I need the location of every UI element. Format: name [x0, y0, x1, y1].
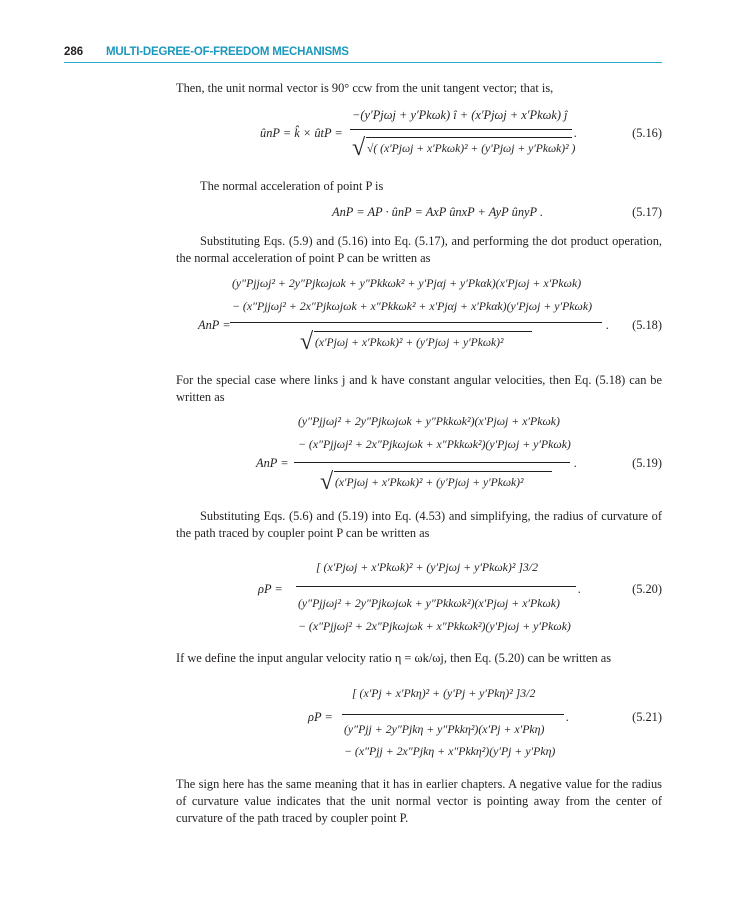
eq-body: AnP = AP · ûnP = AxP ûnxP + AyP ûnyP .	[332, 205, 544, 219]
eq-numerator: −(y′Pjωj + y′Pkωk) î + (x′Pjωj + x′Pkωk) ĵ	[352, 108, 568, 122]
paragraph-substituting-1: Substituting Eqs. (5.9) and (5.16) into Eq. (5.17), and performing the dot product operation, the normal acceleration of point P can be written as	[176, 234, 662, 265]
eq-denominator: (x′Pjωj + x′Pkωk)² + (y′Pjωj + y′Pkωk)²	[315, 336, 504, 349]
paragraph-velocity-ratio: If we define the input angular velocity ratio η = ωk/ωj, then Eq. (5.20) can be written as	[176, 651, 612, 665]
eq-denominator-line-1: (y″Pjj + 2y″Pjkη + y″Pkkη²)(x′Pj + x′Pkη)	[344, 722, 545, 736]
equation-number: (5.19)	[632, 456, 662, 470]
eq-trail: .	[574, 126, 578, 140]
running-title: MULTI-DEGREE-OF-FREEDOM MECHANISMS	[106, 46, 349, 58]
eq-numerator-line-1: (y″Pjjωj² + 2y″Pjkωjωk + y″Pkkωk²)(x′Pjωj + x′Pkωk)	[298, 414, 560, 428]
paragraph-substituting-2: Substituting Eqs. (5.6) and (5.19) into Eq. (4.53) and simplifying, the radius of curvature of the path traced by coupler point P can be written as	[176, 509, 662, 540]
sqrt-bar	[366, 137, 572, 138]
equation-5-16	[176, 104, 662, 170]
equation-5-20	[176, 546, 662, 646]
sqrt-symbol: √	[300, 329, 314, 355]
eq-trail: .	[578, 582, 582, 596]
sqrt-bar	[314, 331, 532, 332]
eq-lhs: ρP =	[258, 582, 283, 596]
eq-denominator-line-2: − (x″Pjj + 2x″Pjkη + x″Pkkη²)(y′Pj + y′Pkη)	[344, 744, 556, 758]
equation-5-17	[176, 203, 662, 223]
fraction-bar	[294, 462, 570, 463]
fraction-bar	[342, 714, 564, 715]
fraction-bar	[296, 586, 576, 587]
sqrt-bar	[334, 471, 552, 472]
eq-lhs: AnP =	[198, 318, 231, 332]
eq-trail: .	[606, 318, 610, 332]
eq-denominator-line-1: (y″Pjjωj² + 2y″Pjkωjωk + y″Pkkωk²)(x′Pjωj + x′Pkωk)	[298, 596, 560, 610]
eq-numerator: [ (x′Pjωj + x′Pkωk)² + (y′Pjωj + y′Pkωk)² ]3/2	[316, 560, 538, 574]
eq-denominator: (x′Pjωj + x′Pkωk)² + (y′Pjωj + y′Pkωk)²	[335, 476, 524, 489]
eq-numerator-line-2: − (x″Pjjωj² + 2x″Pjkωjωk + x″Pkkωk²)(y′Pjωj + y′Pkωk)	[298, 437, 571, 451]
equation-5-19	[176, 408, 662, 504]
sqrt-symbol: √	[320, 469, 334, 495]
equation-number: (5.21)	[632, 710, 662, 724]
paragraph-special-case: For the special case where links j and k have constant angular velocities, then Eq. (5.18) can be written as	[176, 373, 662, 404]
page-number: 286	[64, 46, 84, 58]
fraction-bar	[230, 322, 602, 323]
eq-denominator-line-2: − (x″Pjjωj² + 2x″Pjkωjωk + x″Pkkωk²)(y′Pjωj + y′Pkωk)	[298, 619, 571, 633]
equation-5-18	[176, 270, 662, 366]
paragraph-sign-meaning: The sign here has the same meaning that it has in earlier chapters. A negative value for the radius of curvature value indicates that the unit normal vector is pointing away from the center of curvature of the path traced by coupler point P.	[176, 777, 662, 825]
eq-numerator-line-2: − (x″Pjjωj² + 2x″Pjkωjωk + x″Pkkωk² + x′Pjαj + x′Pkαk)(y′Pjωj + y′Pkωk)	[232, 299, 593, 313]
eq-numerator: [ (x′Pj + x′Pkη)² + (y′Pj + y′Pkη)² ]3/2	[352, 686, 536, 700]
equation-number: (5.20)	[632, 582, 662, 596]
eq-trail: .	[566, 710, 570, 724]
eq-denominator: √( (x′Pjωj + x′Pkωk)² + (y′Pjωj + y′Pkωk)² )	[367, 142, 576, 155]
eq-lhs: ρP =	[308, 710, 333, 724]
paragraph-unit-normal: Then, the unit normal vector is 90° ccw from the unit tangent vector; that is,	[176, 81, 554, 95]
equation-5-21	[176, 672, 662, 768]
eq-numerator-line-1: (y″Pjjωj² + 2y″Pjkωjωk + y″Pkkωk² + y′Pjαj + y′Pkαk)(x′Pjωj + x′Pkωk)	[232, 276, 582, 290]
eq-lhs: AnP =	[256, 456, 289, 470]
equation-number: (5.16)	[632, 126, 662, 140]
paragraph-normal-accel: The normal acceleration of point P is	[200, 179, 384, 193]
fraction-bar	[350, 129, 572, 130]
running-header	[64, 44, 662, 63]
equation-number: (5.17)	[632, 205, 662, 219]
eq-trail: .	[574, 456, 578, 470]
sqrt-symbol: √	[352, 135, 366, 161]
eq-lhs: ûnP = k̂ × ûtP =	[260, 126, 343, 140]
equation-number: (5.18)	[632, 318, 662, 332]
